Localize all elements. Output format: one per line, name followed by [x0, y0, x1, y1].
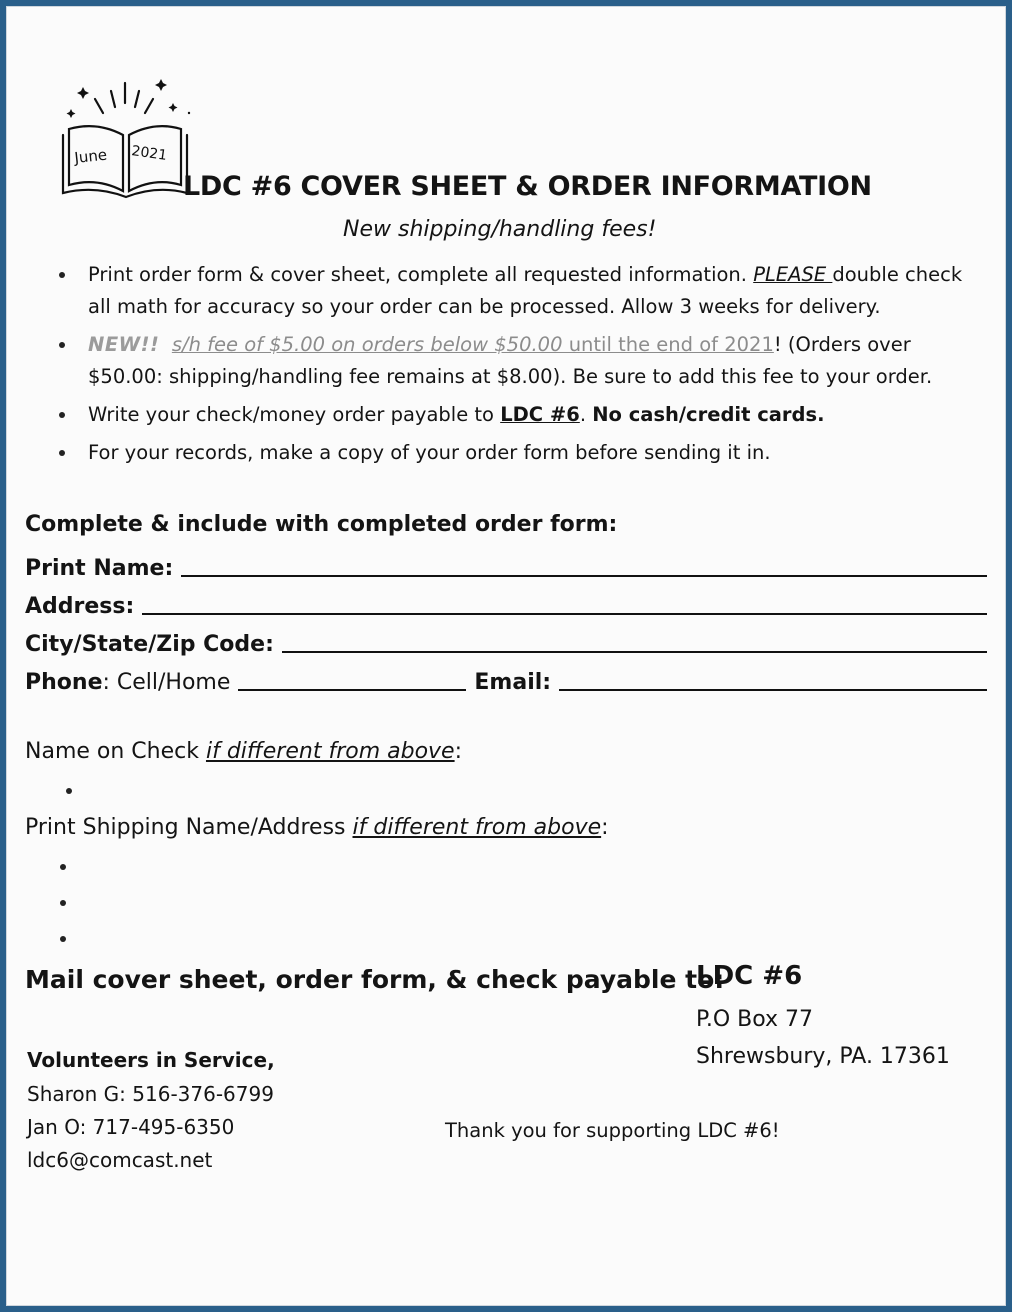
instructions-list — [55, 259, 985, 475]
cover-sheet — [6, 6, 1006, 1306]
contact-email: ldc6@comcast.net — [27, 1148, 213, 1172]
phone-type-text: : Cell/Home — [102, 670, 231, 695]
instruction-text: ! (Orders over $50.00: shipping/handling fee remains at $8.00). Be sure to add this fee to your order. — [88, 333, 933, 388]
payee-name: LDC #6 — [500, 403, 580, 426]
instruction-text: . — [579, 403, 593, 426]
city-state-zip-field[interactable] — [282, 631, 987, 653]
city-row — [25, 623, 987, 657]
shipping-condition: if different from above — [352, 815, 602, 840]
bullet-icon — [59, 342, 65, 348]
page-title: LDC #6 COVER SHEET & ORDER INFORMATION — [183, 171, 872, 202]
phone-field[interactable] — [238, 669, 466, 691]
phone-label — [25, 670, 230, 695]
contact-jan: Jan O: 717-495-6350 — [27, 1115, 235, 1139]
phone-label-text: Phone — [25, 670, 103, 695]
bullet-icon — [60, 864, 66, 870]
instruction-text: double check all math for accuracy so your order can be processed. Allow 3 weeks for delivery. — [88, 263, 963, 318]
logo-month: June — [73, 145, 108, 167]
thank-you-note: Thank you for supporting LDC #6! — [445, 1119, 780, 1142]
fee-deadline: until the end of 2021 — [562, 333, 774, 356]
print-name-field[interactable] — [181, 555, 987, 577]
bullet-icon — [60, 936, 66, 942]
address-label: Address: — [25, 594, 135, 619]
mail-city: Shrewsbury, PA. 17361 — [696, 1044, 950, 1069]
instruction-text: For your records, make a copy of your order form before sending it in. — [88, 441, 771, 464]
check-name-label — [25, 739, 462, 764]
bullet-icon — [60, 900, 66, 906]
shipping-label — [25, 815, 609, 840]
check-colon: : — [454, 739, 463, 764]
print-name-row — [25, 547, 987, 581]
check-condition: if different from above — [205, 739, 455, 764]
logo-year: 2021 — [130, 143, 168, 164]
phone-email-row — [25, 661, 987, 695]
open-book-sparkles-icon — [61, 73, 191, 201]
list-item — [55, 259, 985, 323]
contacts-heading: Volunteers in Service, — [27, 1048, 275, 1072]
instruction-text: Print order form & cover sheet, complete all requested information. — [88, 263, 754, 286]
no-cash-notice: No cash/credit cards. — [592, 403, 825, 426]
email-label: Email: — [474, 670, 552, 695]
page-subtitle: New shipping/handling fees! — [343, 217, 657, 242]
contact-sharon: Sharon G: 516-376-6799 — [27, 1082, 274, 1106]
list-item — [55, 399, 985, 431]
bullet-icon — [59, 450, 65, 456]
list-item — [55, 437, 985, 469]
address-row — [25, 585, 987, 619]
address-field[interactable] — [142, 593, 987, 615]
form-heading: Complete & include with completed order form: — [25, 512, 618, 537]
mail-payee: LDC #6 — [696, 961, 803, 991]
email-field[interactable] — [559, 669, 987, 691]
bullet-icon — [66, 788, 72, 794]
shipping-colon: : — [601, 815, 609, 840]
mail-instruction: Mail cover sheet, order form, & check payable to: — [25, 965, 725, 994]
instruction-text: Write your check/money order payable to — [88, 403, 501, 426]
mail-po-box: P.O Box 77 — [696, 1007, 814, 1032]
bullet-icon — [59, 272, 65, 278]
bullet-icon — [59, 412, 65, 418]
print-name-label: Print Name: — [25, 556, 174, 581]
city-state-zip-label: City/State/Zip Code: — [25, 632, 274, 657]
please-emphasis: PLEASE — [753, 263, 833, 286]
new-badge: NEW!! — [88, 333, 160, 356]
check-name-text: Name on Check — [25, 739, 206, 764]
shipping-text: Print Shipping Name/Address — [25, 815, 353, 840]
list-item — [55, 329, 985, 393]
fee-notice: s/h fee of $5.00 on orders below $50.00 — [171, 333, 563, 356]
